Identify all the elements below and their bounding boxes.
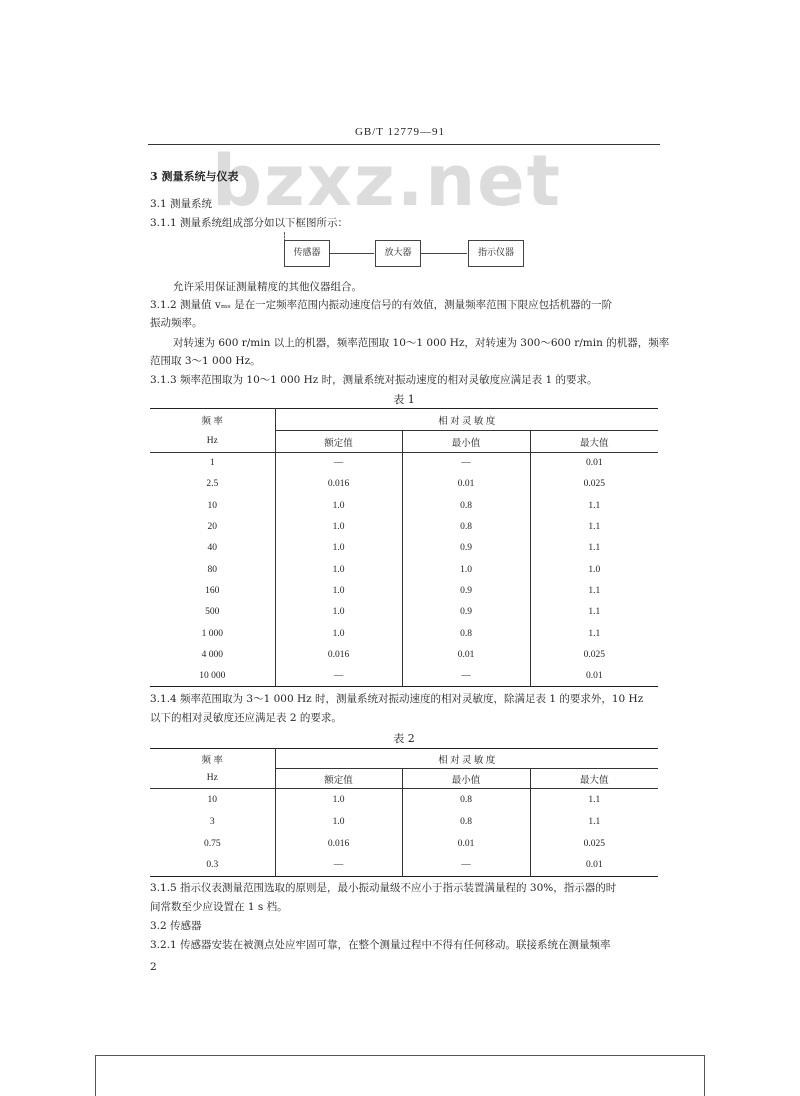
max-cell: 0.01 [530,665,658,686]
clause-3-1-2-line1: 3.1.2 测量值 vₘₛ 是在一定频率范围内振动速度信号的有效值，测量频率范围下限应包括机器的一阶 [150,299,613,311]
min-cell: 0.9 [402,602,530,623]
freq-cell: 3 [209,816,215,827]
table-row [150,789,658,811]
max-cell: 1.1 [530,602,658,623]
min-cell: 0.9 [402,538,530,559]
rated-cell: 1.0 [275,580,402,601]
clause-3-1-2-line3: 对转速为 600 r/min 以上的机器，频率范围取 10～1 000 Hz，对转速为 300～600 r/min 的机器，频率 [173,337,670,349]
table-1-unit-header: Hz [206,436,218,447]
table-1-min-header: 最小值 [402,431,530,453]
max-cell: 0.01 [530,453,658,474]
min-cell: 0.8 [402,789,530,811]
clause-3-1-5-line2: 间常数至少应设置在 1 s 档。 [150,901,288,913]
min-cell: 0.9 [402,580,530,601]
max-cell: 1.1 [530,811,658,833]
section-3-title: 3 测量系统与仪表 [150,170,239,183]
table-2-min-header: 最小值 [402,769,530,789]
min-cell: — [402,665,530,686]
max-cell: 1.1 [530,580,658,601]
rated-cell: 1.0 [275,789,402,811]
table-row [150,495,658,516]
note-allowed: 允许采用保证测量精度的其他仪器组合。 [173,281,362,293]
amplifier-box: 放大器 [375,240,421,267]
table-row [150,602,658,623]
freq-cell: 500 [205,607,220,618]
table-row [150,855,658,877]
max-cell: 0.01 [530,855,658,877]
clause-3-1-2-line2: 振动频率。 [150,317,203,329]
table-1-caption: 表 1 [393,393,415,406]
table-row [150,453,658,474]
table-row [150,474,658,495]
table-2-caption: 表 2 [393,732,415,745]
freq-cell: 10 000 [199,670,226,681]
rated-cell: 1.0 [275,559,402,580]
clause-3-1-5-line1: 3.1.5 指示仪表测量范围选取的原则是，最小振动量级不应小于指示装置满量程的 30%，指示器的时 [150,882,617,894]
table-1 [150,408,658,687]
min-cell: 0.01 [402,644,530,665]
min-cell: 0.01 [402,833,530,855]
connector-line [421,253,467,254]
table-row [150,833,658,855]
clause-3-1-4-line2: 以下的相对灵敏度还应满足表 2 的要求。 [150,712,342,724]
table-2-freq-header: 频 率 [201,755,223,766]
table-2-rated-header: 额定值 [275,769,402,789]
table-2-group-header: 相 对 灵 敏 度 [275,749,658,769]
clause-3-1-4-line1: 3.1.4 频率范围取为 3～1 000 Hz 时，测量系统对振动速度的相对灵敏度，除满足表 1 的要求外，10 Hz [150,693,644,705]
clause-3-1-2-line4: 范围取 3～1 000 Hz。 [150,355,261,367]
table-row [150,559,658,580]
freq-cell: 0.3 [206,860,219,871]
table-row [150,623,658,644]
clause-3-1-1: 3.1.1 测量系统组成部分如以下框图所示： [150,217,349,229]
document-code-header: GB/T 12779—91 [354,126,446,138]
clause-3-1-3: 3.1.3 频率范围取为 10～1 000 Hz 时，测量系统对振动速度的相对灵敏度应满足表 1 的要求。 [150,374,598,386]
indicator-box: 指示仪器 [468,240,524,267]
table-row [150,580,658,601]
freq-cell: 10 [207,794,217,805]
freq-cell: 1 000 [201,628,223,639]
freq-cell: 160 [205,585,220,596]
rated-cell: 1.0 [275,623,402,644]
freq-cell: 2.5 [206,479,219,490]
connector-line [330,253,374,254]
min-cell: 0.8 [402,623,530,644]
max-cell: 0.025 [530,644,658,665]
rated-cell: — [275,855,402,877]
max-cell: 0.025 [530,833,658,855]
min-cell: 0.8 [402,516,530,537]
freq-cell: 40 [207,543,217,554]
section-3-2-heading: 3.2 传感器 [150,920,202,932]
rated-cell: 0.016 [275,474,402,495]
rated-cell: 1.0 [275,602,402,623]
freq-cell: 80 [207,564,217,575]
page-number: 2 [150,961,157,973]
freq-cell: 20 [207,522,217,533]
table-2-max-header: 最大值 [530,769,658,789]
watermark: bzxz.net [212,140,563,222]
rated-cell: 1.0 [275,538,402,559]
sensor-box: 传感器 [284,240,330,267]
max-cell: 1.1 [530,495,658,516]
min-cell: 0.8 [402,495,530,516]
max-cell: 1.1 [530,538,658,559]
rated-cell: 0.016 [275,833,402,855]
table-1-freq-header: 频 率 [201,416,223,427]
max-cell: 1.1 [530,789,658,811]
max-cell: 1.1 [530,623,658,644]
freq-cell: 0.75 [203,838,221,849]
freq-cell: 1 [209,458,215,469]
min-cell: 1.0 [402,559,530,580]
rated-cell: — [275,453,402,474]
min-cell: — [402,453,530,474]
rated-cell: — [275,665,402,686]
freq-cell: 10 [207,500,217,511]
rated-cell: 0.016 [275,644,402,665]
max-cell: 0.025 [530,474,658,495]
section-3-1-heading: 3.1 测量系统 [150,198,213,210]
max-cell: 1.0 [530,559,658,580]
table-row [150,665,658,686]
table-1-group-header: 相 对 灵 敏 度 [275,409,658,431]
table-1-max-header: 最大值 [530,431,658,453]
min-cell: 0.01 [402,474,530,495]
rated-cell: 1.0 [275,495,402,516]
table-row [150,538,658,559]
table-row [150,811,658,833]
table-row [150,644,658,665]
rated-cell: 1.0 [275,811,402,833]
table-1-rated-header: 额定值 [275,431,402,453]
clause-3-2-1: 3.2.1 传感器安装在被测点处应牢固可靠，在整个测量过程中不得有任何移动。联接系统在测量频率 [150,939,611,951]
min-cell: 0.8 [402,811,530,833]
table-2-unit-header: Hz [206,773,218,784]
table-row [150,516,658,537]
min-cell: — [402,855,530,877]
max-cell: 1.1 [530,516,658,537]
rated-cell: 1.0 [275,516,402,537]
table-2 [150,748,658,877]
freq-cell: 4 000 [201,649,223,660]
